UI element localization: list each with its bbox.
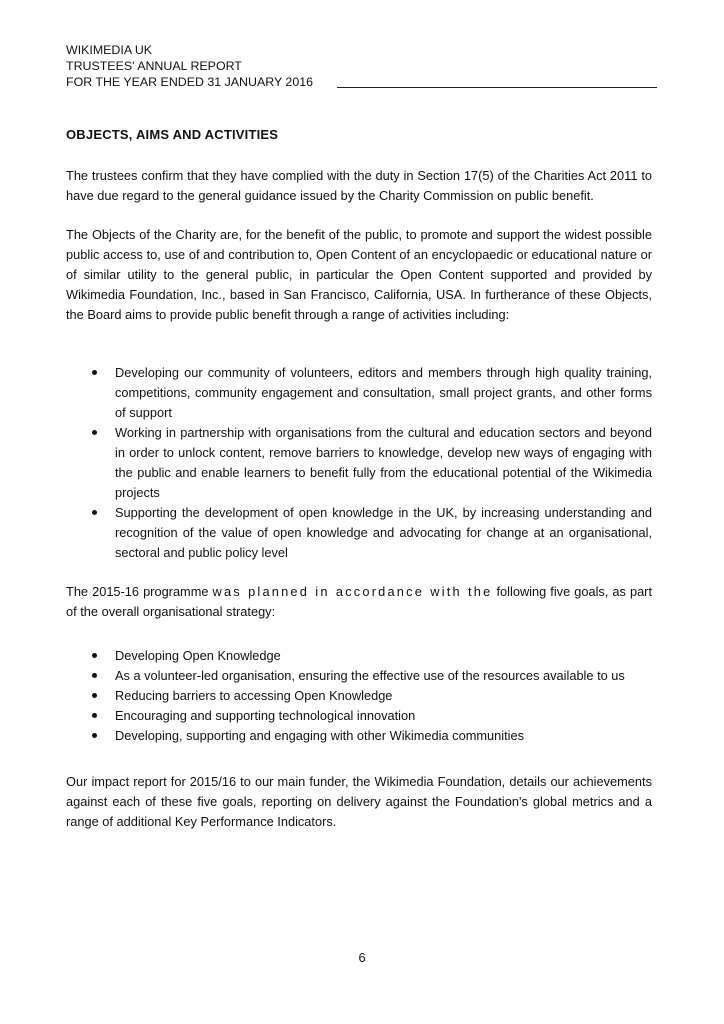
paragraph-impact-report [66,772,652,832]
list-item: Working in partnership with organisations from the cultural and education sectors and beyond in order to unlock content, remove barriers to knowledge, develop new ways of engaging with the public and enable learners to benefit fully from the educational potential of the Wikimedia projects [66,423,652,503]
programme-text-start: The 2015-16 programme [66,584,213,599]
paragraph-text: Our impact report for 2015/16 to our main funder, the Wikimedia Foundation, details our achievements against each of these five goals, reporting on delivery against the Foundation's global metrics and a range of additional Key Performance Indicators. [66,774,652,829]
list-item: Reducing barriers to accessing Open Knowledge [66,686,652,706]
list-item: As a volunteer-led organisation, ensuring the effective use of the resources available to us [66,666,652,686]
document-header [66,42,657,90]
header-rule [337,87,657,88]
paragraph-programme [66,582,652,622]
header-report-title: TRUSTEES' ANNUAL REPORT [66,59,242,73]
list-item: Supporting the development of open knowledge in the UK, by increasing understanding and recognition of the value of open knowledge and advocating for change at an organisational, sectoral and public policy level [66,503,652,563]
programme-text-spaced: was planned in accordance with the [212,584,493,599]
paragraph-text: The trustees confirm that they have complied with the duty in Section 17(5) of the Charities Act 2011 to have due regard to the general guidance issued by the Charity Commission on public benefit. [66,168,652,203]
header-period-row [66,74,657,90]
list-item: Developing, supporting and engaging with other Wikimedia communities [66,726,652,746]
page-number: 6 [358,950,366,965]
programme-text-end: following five goals, as part of the overall organisational strategy: [66,584,652,619]
header-organisation: WIKIMEDIA UK [66,43,153,57]
activities-list [66,363,652,563]
list-item: Developing Open Knowledge [66,646,652,666]
paragraph-objects [66,225,652,325]
paragraph-trustees-confirmation [66,166,652,206]
paragraph-text: The Objects of the Charity are, for the benefit of the public, to promote and support the widest possible public access to, use of and contribution to, Open Content of an encyclopaedic or educational nature or of similar utility to the general public, in particular the Open Content supported and provided by Wikimedia Foundation, Inc., based in San Francisco, California, USA. In furtherance of these Objects, the Board aims to provide public benefit through a range of activities including: [66,227,652,322]
goals-list [66,646,652,746]
header-period: FOR THE YEAR ENDED 31 JANUARY 2016 [66,75,313,89]
paragraph-text [66,582,652,622]
list-item: Encouraging and supporting technological innovation [66,706,652,726]
section-title: OBJECTS, AIMS AND ACTIVITIES [66,127,279,142]
list-item: Developing our community of volunteers, editors and members through high quality training, competitions, community engagement and consultation, small project grants, and other forms of support [66,363,652,423]
